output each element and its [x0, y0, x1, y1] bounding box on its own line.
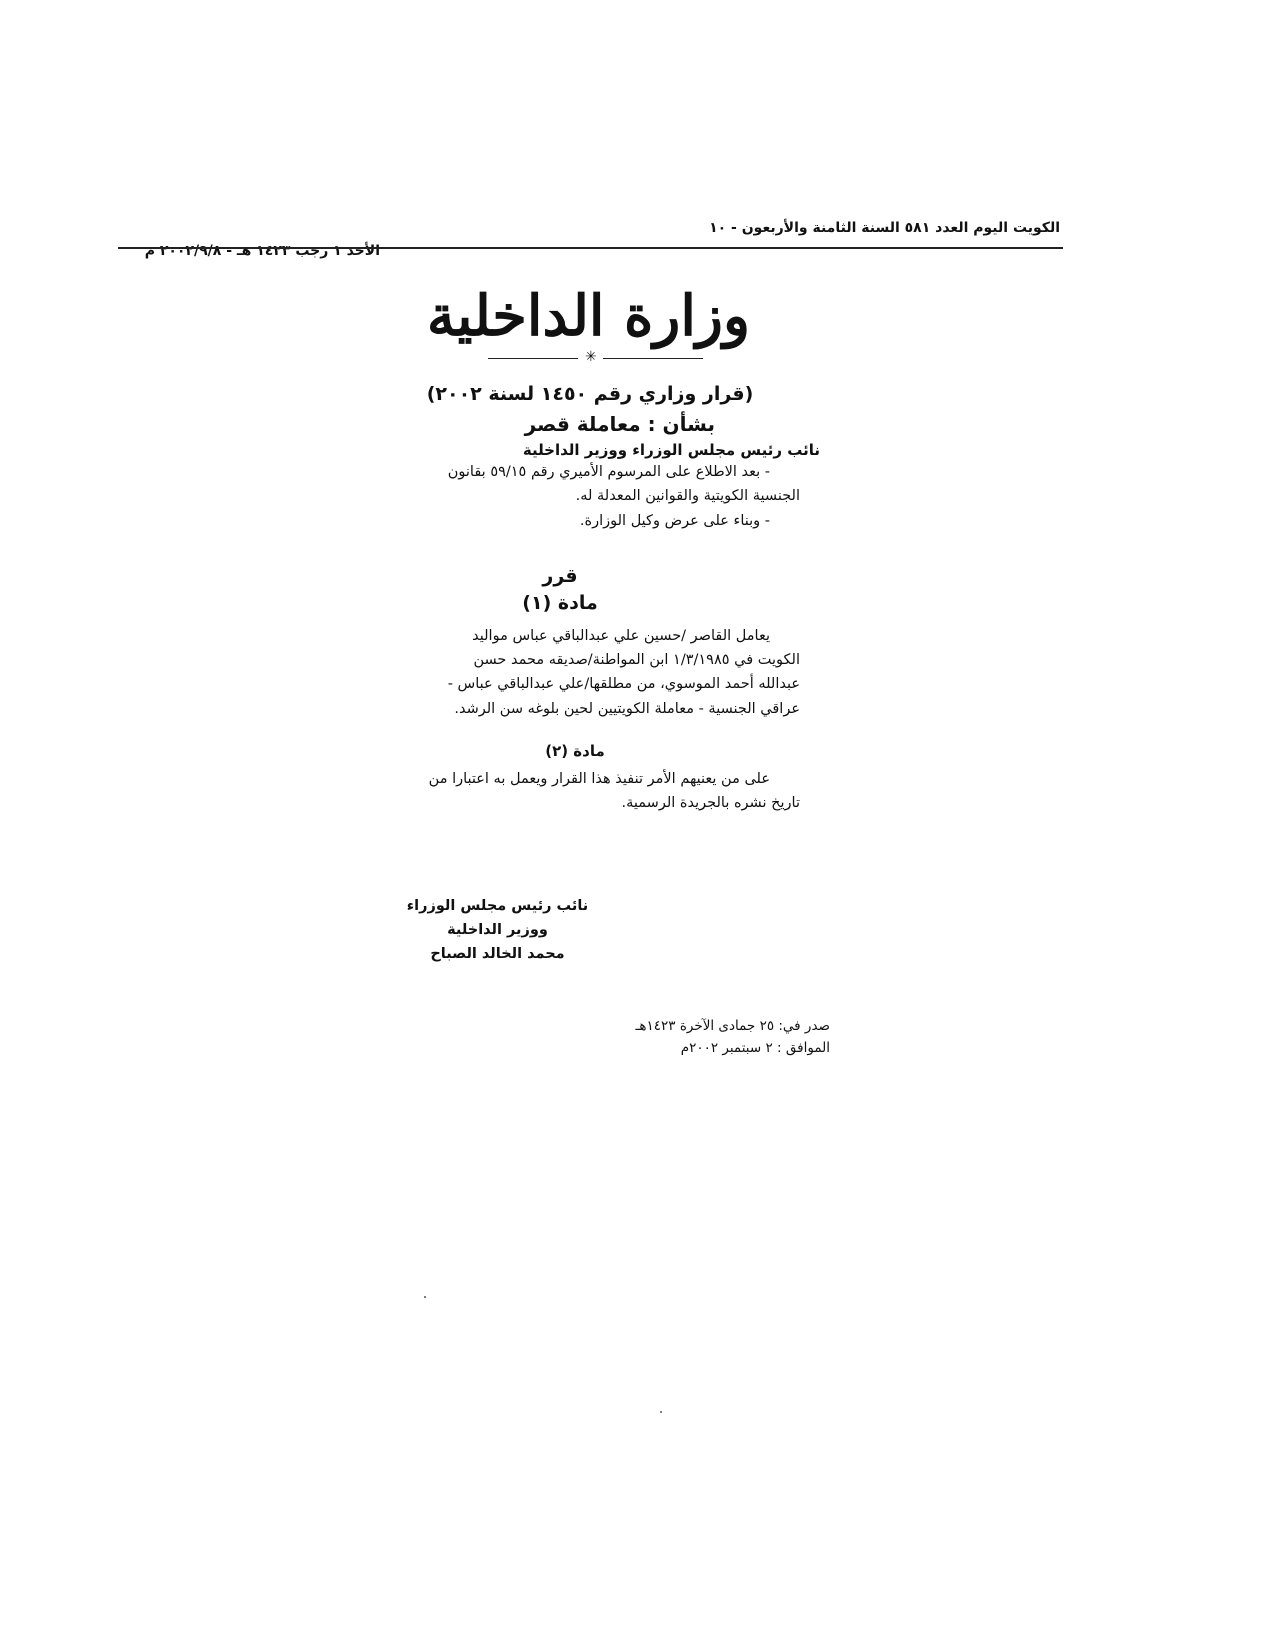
ministry-title: وزارة الداخلية — [426, 283, 750, 349]
signature-title: نائب رئيس مجلس الوزراء — [406, 898, 589, 914]
article-1-line: يعامل القاصر /حسين علي عبدالباقي عباس مواليد — [472, 628, 770, 644]
issue-date-gregorian: الموافق : ٢ سبتمبر ٢٠٠٢م — [680, 1040, 830, 1056]
article-1-line: عراقي الجنسية - معاملة الكويتيين لحين بلوغه سن الرشد. — [454, 701, 800, 717]
decision-number: (قرار وزاري رقم ١٤٥٠ لسنة ٢٠٠٢) — [426, 383, 754, 405]
scan-speck — [660, 1411, 662, 1413]
issue-date-hijri: صدر في: ٢٥ جمادى الآخرة ١٤٢٣هـ — [635, 1018, 830, 1034]
article-2-line: على من يعنيهم الأمر تنفيذ هذا القرار ويعمل به اعتبارا من — [428, 771, 770, 787]
article-2-line: تاريخ نشره بالجريدة الرسمية. — [621, 795, 800, 811]
preamble-line: - وبناء على عرض وكيل الوزارة. — [579, 513, 770, 529]
header-divider — [118, 247, 1063, 249]
gazette-date-line: الأحد ١ رجب ١٤٢٣ هـ - ٢٠٠٢/٩/٨ م — [144, 243, 380, 259]
asterisk-ornament-icon: ✳ — [585, 349, 597, 365]
preamble-line: - بعد الاطلاع على المرسوم الأميري رقم ٥٩/١٥ بقانون — [447, 464, 770, 480]
article-1-line: الكويت في ١/٣/١٩٨٥ ابن المواطنة/صديقه محمد حسن — [473, 652, 800, 668]
decision-subject: بشأن : معاملة قصر — [524, 412, 715, 436]
article-2-heading: مادة (٢) — [545, 742, 605, 760]
article-1-heading: مادة (١) — [522, 592, 598, 614]
signatory-name: محمد الخالد الصباح — [430, 946, 565, 962]
signature-title: ووزير الداخلية — [447, 922, 548, 938]
scan-speck — [424, 1296, 426, 1298]
decision-issuer: نائب رئيس مجلس الوزراء ووزير الداخلية — [522, 441, 820, 459]
gazette-issue-line: الكويت اليوم العدد ٥٨١ السنة الثامنة والأربعون - ١٠ — [709, 220, 1060, 236]
preamble-line: الجنسية الكويتية والقوانين المعدلة له. — [575, 488, 800, 504]
title-ornament — [488, 349, 703, 366]
decided-label: قرر — [542, 565, 578, 587]
article-1-line: عبدالله أحمد الموسوي، من مطلقها/علي عبدالباقي عباس - — [447, 676, 800, 692]
